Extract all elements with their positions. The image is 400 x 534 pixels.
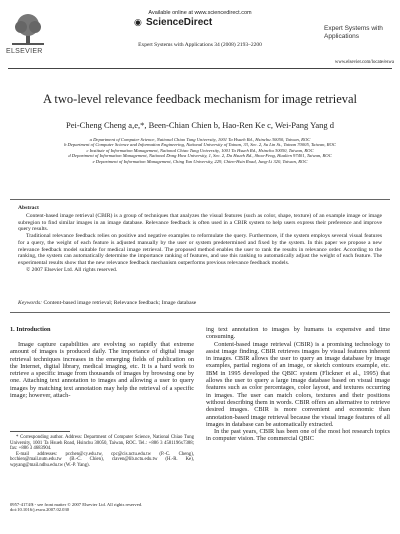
affiliation-item: c Institute of Information Management, National Chiao Tung University, 1001 Ta Hsueh Rd., Hsinchu 30050, Taiwan, ROC [86, 147, 314, 153]
article-title: A two-level relevance feedback mechanism for image retrieval [42, 92, 358, 106]
copyright-line: © 2007 Elsevier Ltd. All rights reserved. [26, 266, 118, 273]
body-paragraph: In the past years, CBIR has been one of the most hot research topics in computer vision. The commercial QBIC [206, 428, 390, 443]
abstract-paragraph: Traditional relevance feedback relies on positive and negative examples to reformulate the query. Furthermore, if the system employs several visual features for a query, the weight of each feature is adjusted manually by the user or system predetermined and fixed by the system. In this paper we propose a new relevance feedback model suitable for medical image retrieval. The proposed method enables the user to rank the results in relevance order. According to the ranking, the system can automatically determine the importance ranking of features, and use this ranking to automatically adjust the weight of each feature. The experimental results show that the new relevance feedback mechanism outperforms previous relevance feedback models. [18, 233, 382, 266]
journal-name: Expert Systems with Applications [324, 25, 383, 40]
journal-citation: Expert Systems with Applications 34 (2008) 2193–2200 [138, 42, 262, 48]
journal-url[interactable]: www.elsevier.com/locate/eswa [334, 60, 394, 65]
affiliation-item: b Department of Computer Science and Information Engineering, National University of Tainan, 33, Sec. 2, Su Lin St., Tainan 70005, Taiwan, ROC [64, 142, 336, 148]
footnote [10, 435, 194, 469]
author-list: Pei-Cheng Cheng a,e,*, Been-Chian Chien b, Hao-Ren Ke c, Wei-Pang Yang d [65, 120, 335, 130]
right-column [206, 326, 390, 443]
abstract-heading: Abstract [18, 205, 39, 211]
footnote-paragraph: E-mail addresses: pcchen@cy.edu.tw, cpc@cis.nctu.edu.tw (P.-C. Cheng), bcchien@mail.nutn.edu.tw (B.-C. Chien), claven@lib.nctu.edu.tw (H.-R. Ke), wpyang@mail.ndhu.edu.tw (W.-P. Yang). [10, 451, 194, 468]
header-divider [8, 68, 392, 69]
abstract-body [18, 213, 382, 273]
keywords-line [18, 300, 382, 306]
abstract-paragraph: Content-based image retrieval (CBIR) is a group of techniques that analyzes the visual features (such as color, shape, texture) of an example image or image subregion to find similar images in an image database. Relevance feedback is often used in a CBIR system to help users express their preference and improve query results. [18, 213, 382, 233]
sciencedirect-brand: ScienceDirect [146, 17, 213, 28]
elsevier-tree-logo-icon [8, 12, 48, 46]
abstract-top-divider [10, 199, 390, 200]
doi-line[interactable]: doi:10.1016/j.eswa.2007.02.030 [10, 507, 70, 513]
available-online-text: Available online at www.sciencedirect.com [148, 10, 252, 16]
affiliation-item: d Department of Information Management, National Dong Hwa University, 1, Sec. 2, Da Hsueh Rd., Shou-Feng, Hualien 97401, Taiwan, ROC [68, 153, 332, 159]
body-paragraph: Content-based image retrieval (CBIR) is a promising technology to assist image finding. CBIR retrieves images by visual features inherent in images. CBIR allows the user to query an image database by image examples, partial regions of an image, or sketch contours example, etc. IBM in 1995 developed the QBIC system (Flickner et al., 1995) that allows the user to query a large image database based on visual image features such as color percentages, color layout, and textures occurring in images. The user can match colors, textures and their positions without describing them in words. CBIR offers an alternative to retrieve desired images. CBIR is more convenient and economic than annotation-based image retrieval because the visual image features of all images in database can be automatically extracted. [206, 340, 390, 428]
affiliation-item: e Department of Information Management, Ching Yun University, 229, Chien-Hsin Road, Jung-Li 320, Taiwan, ROC [92, 158, 308, 164]
keywords-value: Content-based image retrieval; Relevance feedback; Image database [43, 300, 197, 306]
footnote-divider [10, 431, 70, 432]
issn-line: 0957-4174/$ - see front matter © 2007 Elsevier Ltd. All rights reserved. [10, 502, 143, 507]
affiliation-item: a Department of Computer Science, National Chiao Tung University, 1001 Ta Hsueh Rd., Hsinchu 30050, Taiwan, ROC [89, 137, 311, 142]
section-heading: 1. Introduction [10, 326, 51, 333]
abstract-bottom-divider [10, 312, 390, 313]
issn-block [10, 502, 194, 513]
body-paragraph: ing text annotation to images by humans is expensive and time consuming. [206, 326, 390, 341]
publisher-name: ELSEVIER [6, 48, 43, 55]
keywords-label: Keywords: [18, 300, 43, 306]
body-paragraph: Image capture capabilities are evolving so rapidly that extreme amount of images is produced daily. The importance of digital image retrieval techniques increases in the emerging fields of publication on the Internet, digital library, medical imaging, etc. It is a hard work to retrieve a specific image from thousands of images by browsing one by one. Attaching text annotation to images and allowing a user to query images by matching text annotation may help the retrieval of a specific image; however, attach- [10, 341, 194, 400]
affiliation-list [0, 137, 400, 164]
sciencedirect-icon: ◉ [134, 17, 142, 27]
left-column [10, 341, 194, 399]
footnote-paragraph: * Corresponding author. Address: Department of Computer Science, National Chiao Tung University, 1001 Ta Hsueh Road, Hsinchu 30050, Taiwan, ROC. Tel.: +886 3 4581196x7388; fax: +886 3 4683904. [10, 435, 194, 452]
